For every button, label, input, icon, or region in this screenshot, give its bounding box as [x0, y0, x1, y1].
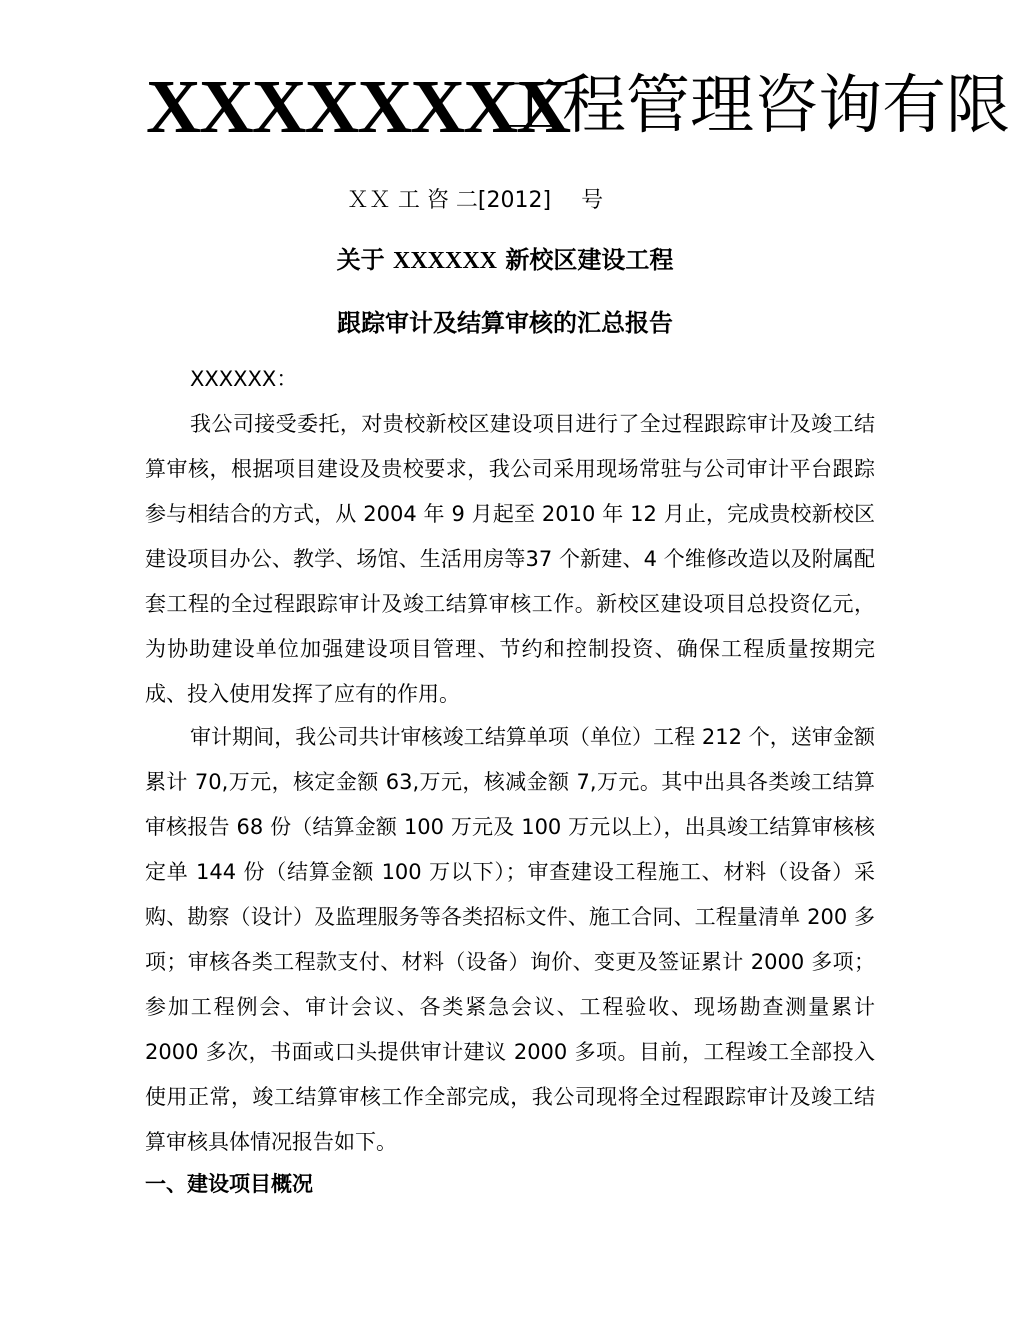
document-number-suffix: 号 — [581, 188, 604, 213]
company-name: 工程管理咨询有限 — [498, 69, 1010, 143]
document-title-line-2: 跟踪审计及结算审核的汇总报告 — [337, 309, 673, 337]
title-school-name: XXXXXX — [393, 248, 497, 274]
title-subject: 新校区建设工程 — [505, 246, 674, 274]
document-number — [0, 184, 950, 218]
document-number-prefix: ＸＸ 工 咨 二[2012] — [346, 188, 552, 213]
body-paragraph-2: 审计期间，我公司共计审核竣工结算单项（单位）工程 212 个，送审金额累计 70,万元，核定金额 63,万元，核减金额 7,万元。其中出具各类竣工结算审核报告 68 份（结算金额 100 万元及 100 万元以上），出具竣工结算审核核定单 144 份（结算金额 100 万以下）；审查建设工程施工、材料（设备）采购、勘察（设计）及监理服务等各类招标文件、施工合同、工程量清单 200 多项；审核各类工程款支付、材料（设备）询价、变更及签证累计 2000 多项；参加工程例会、审计会议、各类紧急会议、工程验收、现场勘查测量累计 2000 多次，书面或口头提供审计建议 2000 多项。目前，工程竣工全部投入使用正常，竣工结算审核工作全部完成，我公司现将全过程跟踪审计及竣工结算审核具体情况报告如下。 — [145, 725, 875, 1154]
section-heading: 一、建设项目概况 — [145, 1172, 313, 1196]
body-paragraph-1: 我公司接受委托，对贵校新校区建设项目进行了全过程跟踪审计及竣工结算审核，根据项目建设及贵校要求，我公司采用现场常驻与公司审计平台跟踪参与相结合的方式，从 2004 年 9 月起至 2010 年 12 月止，完成贵校新校区建设项目办公、教学、场馆、生活用房等37 个新建、4 个维修改造以及附属配套工程的全过程跟踪审计及竣工结算审核工作。新校区建设项目总投资亿元，为协助建设单位加强建设项目管理、节约和控制投资、确保工程质量按期完成、投入使用发挥了应有的作用。 — [145, 412, 875, 706]
salutation: XXXXXX： — [190, 367, 298, 391]
company-letterhead — [146, 62, 1010, 152]
title-prefix: 关于 — [336, 246, 385, 274]
company-name-prefix: XXXXXXXX — [146, 65, 570, 149]
document-title-line-1 — [0, 242, 1010, 279]
